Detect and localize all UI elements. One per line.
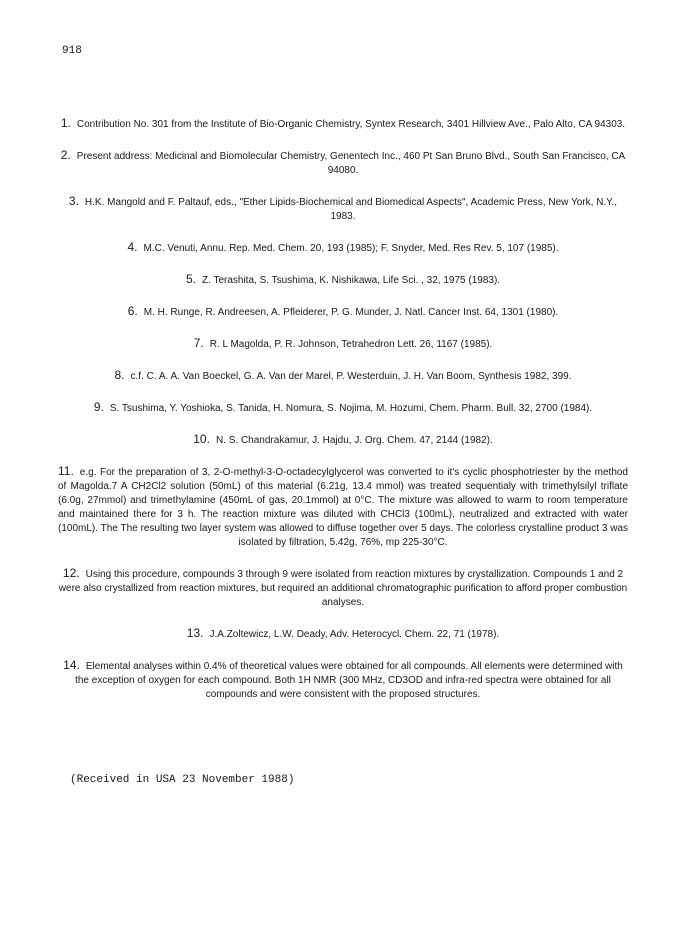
reference-item <box>58 464 628 550</box>
reference-text: R. L Magolda, P. R. Johnson, Tetrahedron Lett. 26, 1167 (1985). <box>209 339 493 350</box>
reference-number: 12. <box>62 566 80 580</box>
reference-number: 1. <box>60 116 71 130</box>
reference-item <box>58 116 628 132</box>
reference-number: 9. <box>93 400 104 414</box>
reference-text: Contribution No. 301 from the Institute of Bio-Organic Chemistry, Syntex Research, 3401 Hillview Ave., Palo Alto, CA 94303. <box>76 119 626 130</box>
reference-number: 5. <box>185 272 196 286</box>
reference-number: 4. <box>127 240 138 254</box>
reference-text: c.f. C. A. A. Van Boeckel, G. A. Van der Marel, P. Westerduin, J. H. Van Boom, Synthesis 1982, 399. <box>130 371 572 382</box>
reference-item <box>58 368 628 384</box>
reference-text: J.A.Zoltewicz, L.W. Deady, Adv. Heterocycl. Chem. 22, 71 (1978). <box>209 629 500 640</box>
reference-number: 2. <box>60 148 71 162</box>
reference-item <box>58 272 628 288</box>
reference-item <box>58 400 628 416</box>
reference-item <box>58 658 628 702</box>
reference-item <box>58 240 628 256</box>
reference-number: 13. <box>186 626 204 640</box>
reference-text: S. Tsushima, Y. Yoshioka, S. Tanida, H. Nomura, S. Nojima, M. Hozumi, Chem. Pharm. Bull. 32, 2700 (1984). <box>109 403 593 414</box>
reference-text: N. S. Chandrakamur, J. Hajdu, J. Org. Chem. 47, 2144 (1982). <box>215 435 493 446</box>
reference-item <box>58 566 628 610</box>
reference-number: 14. <box>63 658 80 672</box>
reference-number: 11. <box>58 464 74 478</box>
reference-text: Using this procedure, compounds 3 through 9 were isolated from reaction mixtures by crystallization. Compounds 1 and 2 were also crystallized from reaction mixtures, but required an additional chromatographic purification to afford proper combustion analyses. <box>58 569 628 608</box>
received-date: (Received in USA 23 November 1988) <box>70 774 295 786</box>
page-number: 918 <box>62 45 82 57</box>
reference-text: Z. Terashita, S. Tsushima, K. Nishikawa, Life Sci. , 32, 1975 (1983). <box>201 275 501 286</box>
reference-number: 7. <box>193 336 204 350</box>
reference-text: Present address: Medicinal and Biomolecular Chemistry, Genentech Inc., 460 Pt San Bruno Blvd., South San Francisco, CA 94080. <box>76 151 626 176</box>
reference-item <box>58 194 628 224</box>
reference-item <box>58 148 628 178</box>
reference-item <box>58 626 628 642</box>
reference-number: 8. <box>114 368 125 382</box>
reference-text: H.K. Mangold and F. Paltauf, eds., "Ether Lipids-Biochemical and Biomedical Aspects", Academic Press, New York, N.Y., 1983. <box>84 197 618 222</box>
reference-item <box>58 304 628 320</box>
reference-number: 6. <box>127 304 138 318</box>
reference-number: 3. <box>68 194 79 208</box>
reference-text: e.g. For the preparation of 3, 2-O-methyl-3-O-octadecylglycerol was converted to it's cyclic phosphotriester by the method of Magolda.7 A CH2Cl2 solution (50mL) of this material (6.21g, 13.4 mmol) was treated sequentialy with trimethylsilyl triflate (6.0g, 27mmol) and trimethylamine (450mL of gas, 20.1mmol) at 0°C. The mixture was allowed to warm to room temperature and maintained there for 3 h. The reaction mixture was diluted with CHCl3 (100mL), neutralized and extracted with water (100mL). The The resulting two layer system was allowed to diffuse together over 5 days. The colorless crystalline product 3 was isolated by filtration, 5.42g, 76%, mp 225-30°C. <box>58 467 628 548</box>
reference-text: Elemental analyses within 0.4% of theoretical values were obtained for all compounds. All elements were determined with the exception of oxygen for each compound. Both 1H NMR (300 MHz, CD3OD and infra-red spectra were obtained for all compounds and were consistent with the proposed structures. <box>75 661 623 700</box>
reference-item <box>58 336 628 352</box>
reference-item <box>58 432 628 448</box>
reference-text: M. H. Runge, R. Andreesen, A. Pfleiderer, P. G. Munder, J. Natl. Cancer Inst. 64, 1301 (1980). <box>143 307 559 318</box>
reference-number: 10. <box>193 432 210 446</box>
reference-text: M.C. Venuti, Annu. Rep. Med. Chem. 20, 193 (1985); F. Snyder, Med. Res Rev. 5, 107 (1985). <box>143 243 559 254</box>
reference-list <box>58 116 628 718</box>
